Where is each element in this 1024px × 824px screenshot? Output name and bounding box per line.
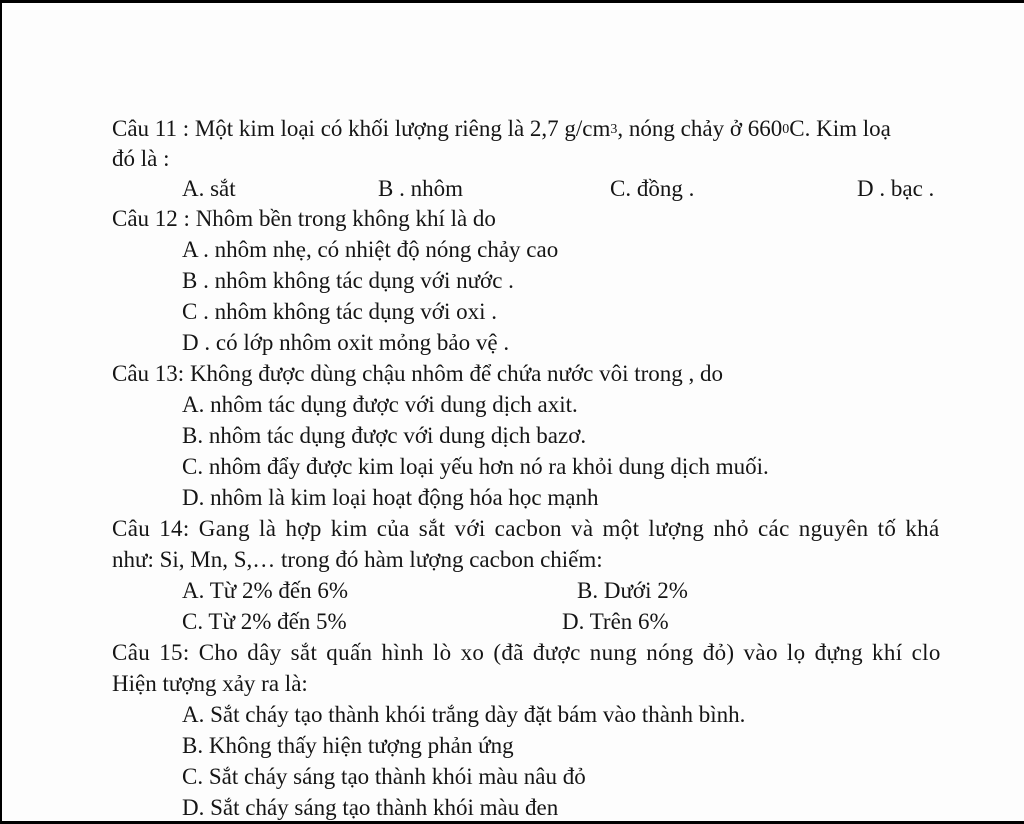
q11-option-b: B . nhôm <box>378 176 463 201</box>
q12-option-b: B . nhôm không tác dụng với nước . <box>182 268 514 293</box>
q11-option-a: A. sắt <box>182 176 236 201</box>
q15-option-d: D. Sắt cháy sáng tạo thành khói màu đen <box>182 795 559 820</box>
q14-stem-line1: Câu 14: Gang là hợp kim của sắt với cacbon và một lượng nhỏ các nguyên tố khá <box>112 516 940 541</box>
q15-option-b: B. Không thấy hiện tượng phản ứng <box>182 733 514 758</box>
q12-stem: Câu 12 : Nhôm bền trong không khí là do <box>112 206 496 231</box>
q11-option-c: C. đồng . <box>610 176 695 201</box>
q13-option-d: D. nhôm là kim loại hoạt động hóa học mạnh <box>182 485 599 510</box>
q14-option-b: B. Dưới 2% <box>577 578 688 603</box>
q14-option-a: A. Từ 2% đến 6% <box>182 578 348 603</box>
q13-option-a: A. nhôm tác dụng được với dung dịch axit. <box>182 392 578 417</box>
q11-stem <box>112 115 891 143</box>
q13-stem: Câu 13: Không được dùng chậu nhôm để chứa nước vôi trong , do <box>112 361 724 386</box>
q11-stem-line2: đó là : <box>112 146 170 171</box>
q14-stem-line2: như: Si, Mn, S,… trong đó hàm lượng cacbon chiếm: <box>112 547 603 572</box>
q15-stem-line1: Câu 15: Cho dây sắt quấn hình lò xo (đã được nung nóng đỏ) vào lọ đựng khí clo <box>112 640 941 665</box>
q11-stem-text-3: C. Kim loạ <box>789 116 891 141</box>
q15-option-c: C. Sắt cháy sáng tạo thành khói màu nâu đỏ <box>182 764 586 789</box>
q14-option-c: C. Từ 2% đến 5% <box>182 609 347 634</box>
q15-stem-line2: Hiện tượng xảy ra là: <box>112 671 308 696</box>
q11-unit-superscript: 3 <box>610 122 618 137</box>
q12-option-a: A . nhôm nhẹ, có nhiệt độ nóng chảy cao <box>182 237 559 262</box>
q15-option-a: A. Sắt cháy tạo thành khói trắng dày đặt bám vào thành bình. <box>182 702 746 727</box>
q11-stem-text: Câu 11 : Một kim loại có khối lượng riêng là 2,7 g/cm <box>112 116 611 141</box>
q11-option-d: D . bạc . <box>857 176 935 201</box>
q11-degree-superscript: 0 <box>782 122 790 137</box>
q12-option-d: D . có lớp nhôm oxit mỏng bảo vệ . <box>182 330 510 355</box>
q14-option-d: D. Trên 6% <box>562 609 669 634</box>
q13-option-c: C. nhôm đẩy được kim loại yếu hơn nó ra khỏi dung dịch muối. <box>182 454 769 479</box>
q12-option-c: C . nhôm không tác dụng với oxi . <box>182 299 497 324</box>
document-page <box>2 3 1024 821</box>
q13-option-b: B. nhôm tác dụng được với dung dịch bazơ. <box>182 423 587 448</box>
q11-stem-text-2: , nóng chảy ở 660 <box>617 116 783 141</box>
